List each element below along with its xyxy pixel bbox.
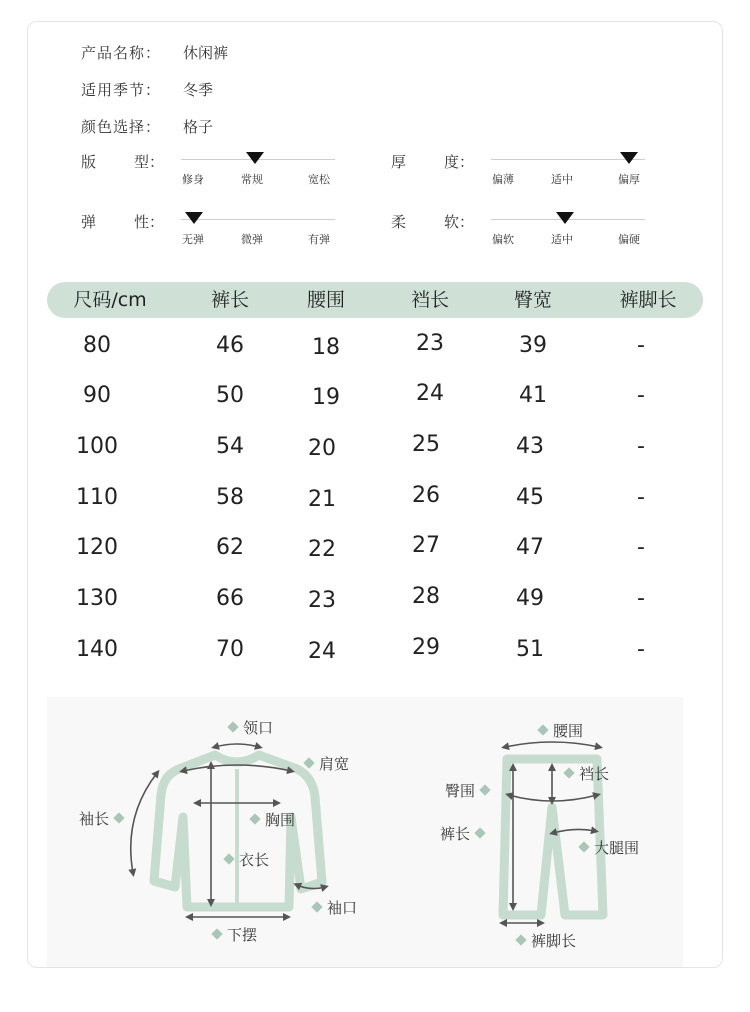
table-row (0, 485, 750, 525)
table-cell: 110 (76, 485, 118, 510)
table-cell: 25 (412, 432, 440, 457)
scale-thickness-option-1: 偏薄 (492, 173, 514, 186)
scale-fit-option-3: 宽松 (308, 173, 330, 186)
table-row (0, 535, 750, 575)
diamond-icon (211, 928, 222, 939)
table-cell: 54 (216, 434, 244, 459)
scale-fit-option-2: 常规 (241, 173, 263, 186)
table-cell: 58 (216, 485, 244, 510)
header-waist: 腰围 (306, 289, 346, 311)
top-garment-icon (154, 755, 322, 907)
table-cell: 23 (308, 588, 336, 613)
table-row (0, 383, 750, 423)
season-label: 适用季节： (81, 81, 162, 99)
table-cell: - (637, 333, 645, 358)
table-cell: 100 (76, 434, 118, 459)
scale-elasticity-option-2: 微弹 (241, 233, 263, 246)
table-cell: 24 (416, 381, 444, 406)
scale-softness (391, 211, 651, 251)
scale-thickness-option-2: 适中 (551, 173, 573, 186)
scale-elasticity-track (181, 219, 335, 220)
scale-fit-label-a: 版 (81, 153, 97, 171)
table-cell: 39 (519, 333, 547, 358)
table-cell: 20 (308, 436, 336, 461)
label-waist: 腰围 (533, 720, 583, 741)
diamond-icon (303, 757, 314, 768)
table-cell: 18 (312, 335, 340, 360)
table-cell: 140 (76, 637, 118, 662)
diamond-icon (479, 784, 490, 795)
diamond-icon (474, 827, 485, 838)
scale-thickness (391, 151, 651, 191)
measurement-diagram (47, 697, 683, 967)
header-pants-length: 裤长 (210, 289, 250, 311)
color-label: 颜色选择： (81, 118, 162, 136)
table-cell: 43 (516, 434, 544, 459)
table-cell: 50 (216, 383, 244, 408)
scale-elasticity-marker (185, 212, 203, 224)
table-row (0, 586, 750, 626)
scale-softness-marker (556, 212, 574, 224)
table-cell: 90 (83, 383, 111, 408)
scale-thickness-label-a: 厚 (391, 153, 407, 171)
scale-fit (81, 151, 341, 191)
scale-softness-label-b: 软： (444, 213, 475, 231)
season-row (81, 79, 213, 100)
product-name-label: 产品名称： (81, 44, 162, 62)
table-cell: - (637, 434, 645, 459)
season-value: 冬季 (183, 81, 214, 99)
table-cell: 49 (516, 586, 544, 611)
label-rise: 裆长 (559, 763, 609, 784)
scale-elasticity-option-1: 无弹 (182, 233, 204, 246)
table-cell: 26 (412, 483, 440, 508)
table-cell: 120 (76, 535, 118, 560)
product-name-row (81, 42, 228, 63)
header-rise: 裆长 (410, 289, 450, 311)
scale-elasticity-option-3: 有弹 (308, 233, 330, 246)
label-sleeve: 袖长 (79, 808, 129, 829)
header-size: 尺码/cm (73, 289, 147, 311)
label-chest: 胸围 (245, 809, 295, 830)
product-name-value: 休闲裤 (183, 44, 229, 62)
table-row (0, 637, 750, 677)
diamond-icon (249, 813, 260, 824)
diamond-icon (537, 724, 548, 735)
diamond-icon (563, 767, 574, 778)
scale-elasticity-label-a: 弹 (81, 213, 97, 231)
table-cell: 28 (412, 584, 440, 609)
color-value: 格子 (183, 118, 214, 136)
table-cell: 70 (216, 637, 244, 662)
label-thigh: 大腿围 (574, 837, 639, 858)
table-cell: 41 (519, 383, 547, 408)
garment-illustration (47, 697, 683, 967)
label-hip: 臀围 (445, 780, 495, 801)
scale-softness-option-2: 适中 (551, 233, 573, 246)
table-cell: 24 (308, 639, 336, 664)
table-cell: - (637, 383, 645, 408)
table-cell: - (637, 637, 645, 662)
scale-softness-option-3: 偏硬 (618, 233, 640, 246)
table-cell: 23 (416, 331, 444, 356)
scale-fit-option-1: 修身 (182, 173, 204, 186)
table-cell: 46 (216, 333, 244, 358)
table-cell: 22 (308, 537, 336, 562)
table-cell: 62 (216, 535, 244, 560)
scale-softness-label-a: 柔 (391, 213, 407, 231)
scale-thickness-option-3: 偏厚 (618, 173, 640, 186)
table-cell: - (637, 485, 645, 510)
label-length: 衣长 (219, 849, 269, 870)
scale-elasticity-label-b: 性： (134, 213, 165, 231)
scale-softness-option-1: 偏软 (492, 233, 514, 246)
table-cell: 51 (516, 637, 544, 662)
diamond-icon (578, 841, 589, 852)
label-leg-opening: 裤脚长 (511, 930, 576, 951)
table-cell: 21 (308, 487, 336, 512)
table-cell: 130 (76, 586, 118, 611)
diamond-icon (227, 721, 238, 732)
table-cell: 29 (412, 635, 440, 660)
label-shoulder: 肩宽 (299, 753, 349, 774)
table-cell: 45 (516, 485, 544, 510)
label-pants-length: 裤长 (440, 823, 490, 844)
table-cell: 66 (216, 586, 244, 611)
header-leg-opening: 裤脚长 (619, 289, 677, 311)
scale-fit-label-b: 型： (134, 153, 165, 171)
scale-elasticity (81, 211, 341, 251)
table-row (0, 434, 750, 474)
scale-thickness-marker (620, 152, 638, 164)
header-hip: 臀宽 (513, 289, 553, 311)
scale-fit-marker (246, 152, 264, 164)
diamond-icon (515, 934, 526, 945)
table-cell: 80 (83, 333, 111, 358)
table-cell: 19 (312, 385, 340, 410)
scale-thickness-label-b: 度： (444, 153, 475, 171)
diamond-icon (223, 853, 234, 864)
table-row (0, 333, 750, 373)
label-cuff: 袖口 (307, 897, 357, 918)
label-collar: 领口 (223, 717, 273, 738)
diamond-icon (311, 901, 322, 912)
table-cell: - (637, 586, 645, 611)
table-cell: 47 (516, 535, 544, 560)
diamond-icon (113, 812, 124, 823)
table-cell: - (637, 535, 645, 560)
label-hem: 下摆 (207, 924, 257, 945)
color-row (81, 116, 213, 137)
table-cell: 27 (412, 533, 440, 558)
